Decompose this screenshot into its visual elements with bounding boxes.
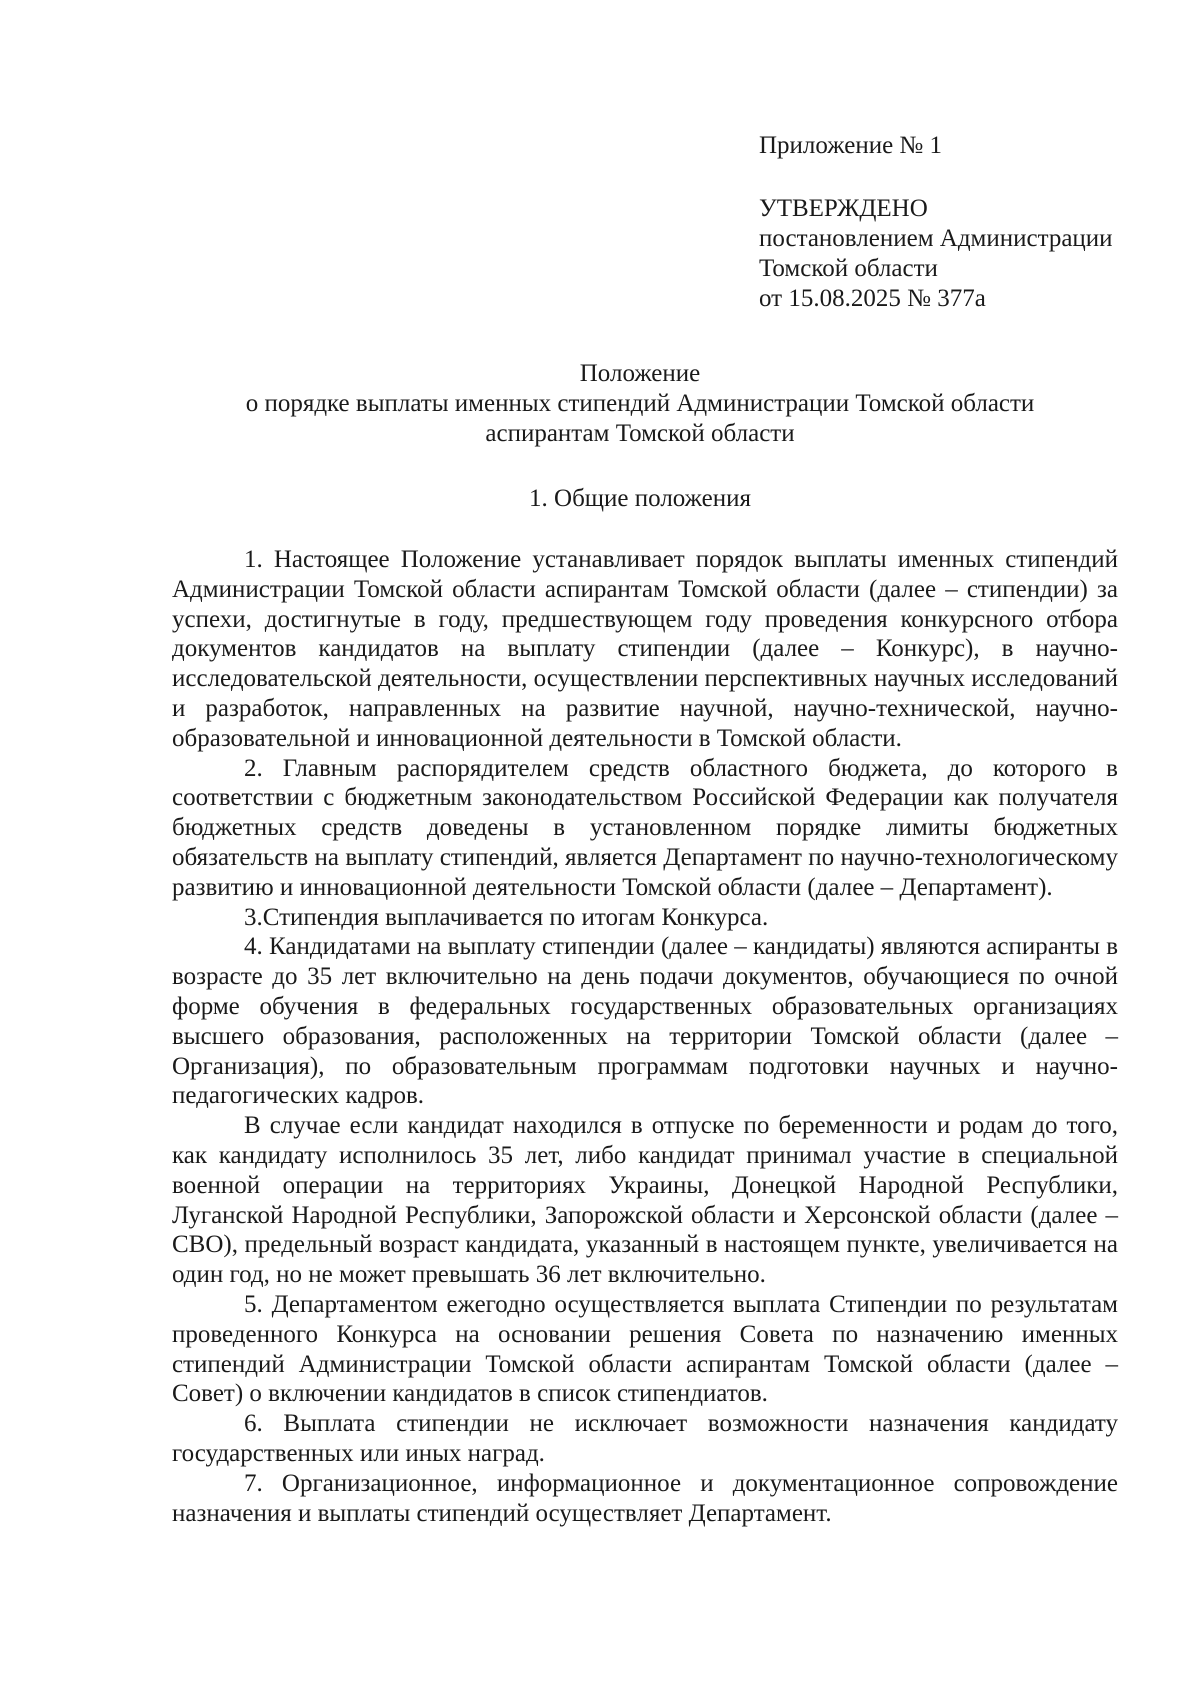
paragraph-4: 4. Кандидатами на выплату стипендии (далее – кандидаты) являются аспиранты в возрасте до 35 лет включительно на день подачи документов, обучающиеся по очной форме обучения в федеральных государственных образовательных организациях высшего образования, расположенных на территории Томской области (далее – Организация), по образовательным программам подготовки научных и научно-педагогических кадров. [172,933,1118,1110]
paragraph-1: 1. Настоящее Положение устанавливает порядок выплаты именных стипендий Администрации Томской области аспирантам Томской области (далее – стипендии) за успехи, достигнутые в году, предшествующем году проведения конкурсного отбора документов кандидатов на выплату стипендии (далее – Конкурс), в научно-исследовательской деятельности, осуществлении перспективных научных исследований и разработок, направленных на развитие научной, научно-технической, научно-образовательной и инновационной деятельности в Томской области. [172,546,1118,752]
paragraph-6: 6. Выплата стипендии не исключает возможности назначения кандидату государственных или иных наград. [172,1410,1118,1467]
paragraph-4-continued: В случае если кандидат находился в отпуске по беременности и родам до того, как кандидату исполнилось 35 лет, либо кандидат принимал участие в специальной военной операции на территориях Украины, Донецкой Народной Республики, Луганской Народной Республики, Запорожской области и Херсонской области (далее – СВО), предельный возраст кандидата, указанный в настоящем пункте, увеличивается на один год, но не может превышать 36 лет включительно. [172,1112,1118,1289]
document-title [170,359,1110,449]
title-line-2: о порядке выплаты именных стипендий Администрации Томской области [245,390,1035,417]
paragraph-2: 2. Главным распорядителем средств областного бюджета, до которого в соответствии с бюджетным законодательством Российской Федерации как получателя бюджетных средств доведены в установленном порядке лимиты бюджетных обязательств на выплату стипендий, является Департамент по научно-технологическому развитию и инновационной деятельности Томской области (далее – Департамент). [172,754,1118,901]
approval-line-1: постановлением Администрации [759,225,1113,252]
section-heading: 1. Общие положения [529,485,751,512]
approval-block [759,131,1159,314]
approval-line-2: Томской области [759,255,938,282]
title-line-1: Положение [579,360,701,387]
approval-date-number: от 15.08.2025 № 377а [759,285,986,312]
approved-stamp-text: УТВЕРЖДЕНО [759,195,928,222]
annex-label: Приложение № 1 [759,132,943,159]
title-line-3: аспирантам Томской области [485,420,795,447]
paragraph-3: 3.Стипендия выплачивается по итогам Конкурса. [244,903,769,931]
body-text [172,545,1118,1528]
paragraph-7: 7. Организационное, информационное и документационное сопровождение назначения и выплаты стипендий осуществляет Департамент. [172,1469,1118,1527]
paragraph-5: 5. Департаментом ежегодно осуществляется выплата Стипендии по результатам проведенного Конкурса на основании решения Совета по назначению именных стипендий Администрации Томской области аспирантам Томской области (далее – Совет) о включении кандидатов в список стипендиатов. [172,1290,1118,1408]
